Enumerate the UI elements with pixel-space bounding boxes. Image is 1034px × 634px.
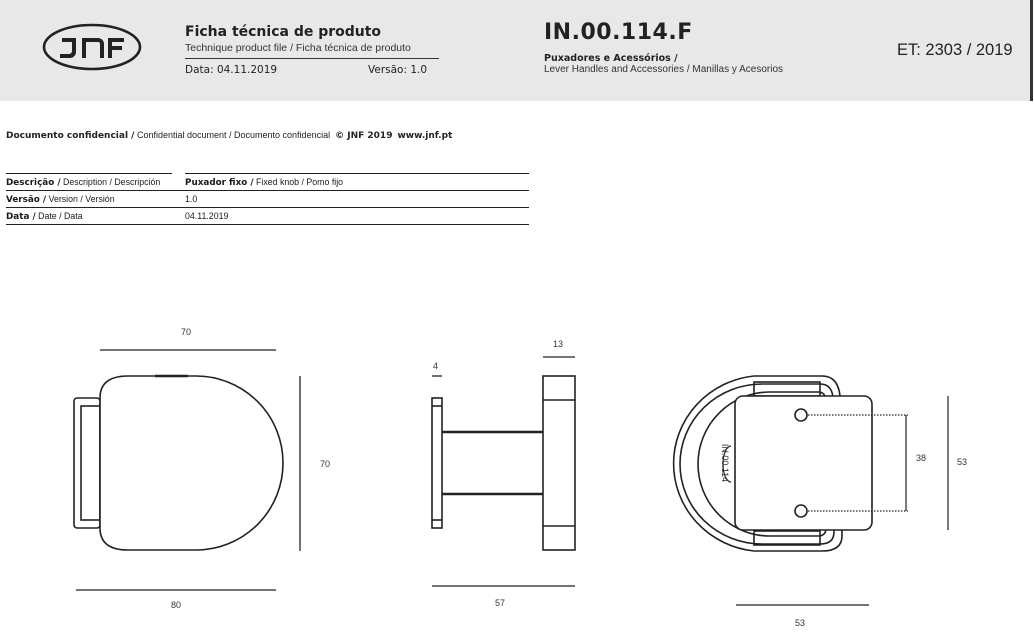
dim-side-depth: 57 [494,598,506,608]
dim-side-plate: 4 [433,361,439,371]
category-translations: Lever Handles and Accessories / Manillas y Acesorios [544,64,784,75]
info-value: 04.11.2019 [185,211,229,221]
back-view [674,376,872,551]
dim-back-width: 53 [794,618,806,628]
et-reference: ET: 2303 / 2019 [897,41,1013,59]
side-view [432,376,575,550]
back-product-marking: IN.00.114 [720,443,730,483]
website-link[interactable]: www.jnf.pt [397,131,453,141]
dim-back-height: 53 [957,457,968,467]
confidential-label-bold: Documento confidencial / [6,131,135,141]
copyright: © JNF 2019 [335,131,393,141]
side-dimensions [432,357,575,586]
product-code: IN.00.114.F [544,20,693,45]
dim-back-hole-spacing: 38 [916,453,927,463]
dim-front-height: 70 [320,459,331,469]
info-value: 1.0 [185,194,198,204]
doc-version: Versão: 1.0 [368,64,428,76]
doc-date: Data: 04.11.2019 [185,64,278,76]
info-key: Descrição / Description / Descripción [6,177,161,188]
info-value: Puxador fixo / Fixed knob / Pomo fijo [185,177,344,188]
confidential-label: Confidential document / Documento confidencial [136,130,331,140]
dim-front-width-top: 70 [180,327,192,337]
doc-subtitle: Technique product file / Ficha técnica de produto [185,42,411,54]
info-key: Data / Date / Data [6,211,83,222]
info-key: Versão / Version / Versión [6,194,115,205]
dim-front-width-bottom: 80 [170,600,182,610]
front-view [74,376,283,550]
category-pt: Puxadores e Acessórios / [544,53,678,64]
dim-side-knob: 13 [552,339,564,349]
doc-title: Ficha técnica de produto [185,24,382,40]
